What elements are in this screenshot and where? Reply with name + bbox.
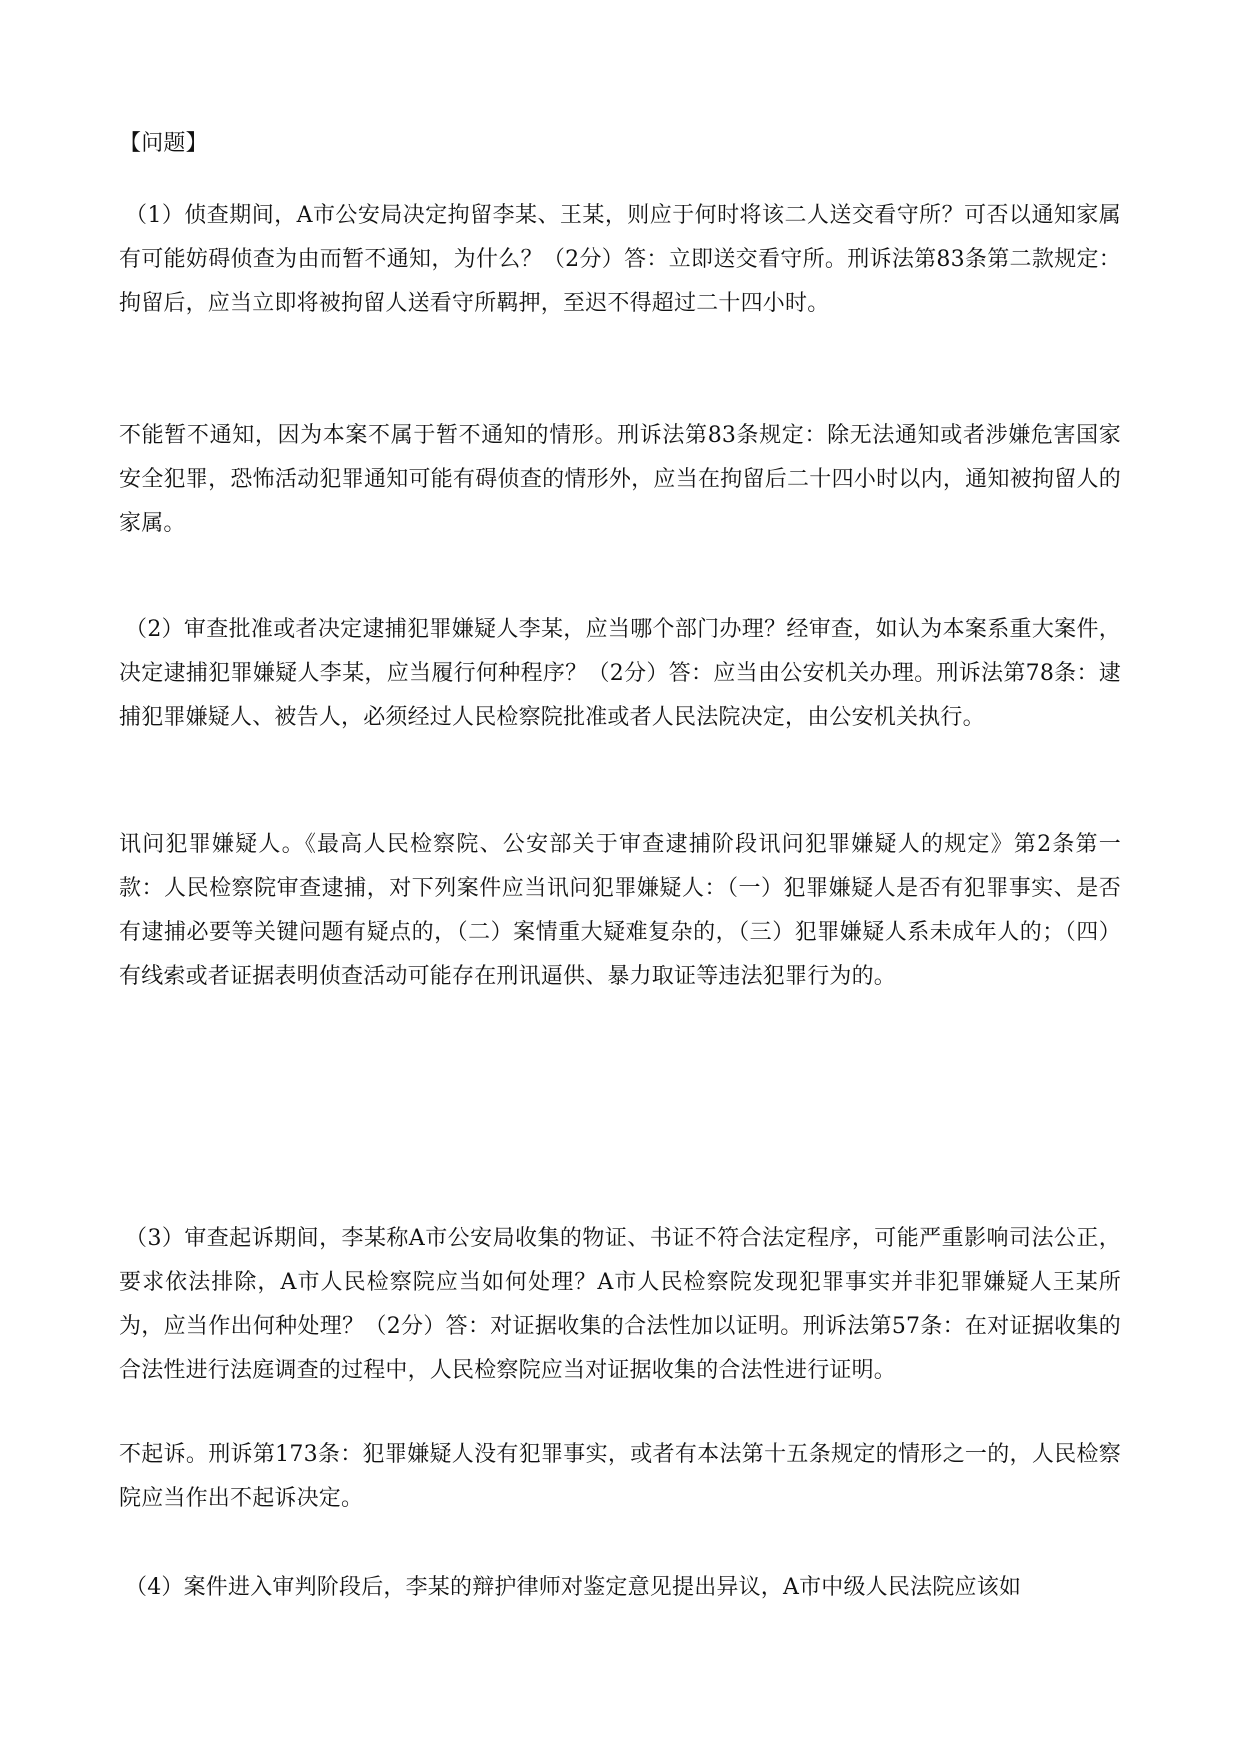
paragraph-question-4: （4）案件进入审判阶段后，李某的辩护律师对鉴定意见提出异议，A市中级人民法院应该如 — [125, 1575, 1022, 1600]
paragraph-answer-3-non-prosecution: 不起诉。刑诉第173条：犯罪嫌疑人没有犯罪事实，或者有本法第十五条规定的情形之一的，人民检察院应当作出不起诉决定。 — [119, 1442, 1121, 1511]
section-heading: 【问题】 — [119, 131, 208, 156]
paragraph-answer-1-notification: 不能暂不通知，因为本案不属于暂不通知的情形。刑诉法第83条规定：除无法通知或者涉嫌危害国家安全犯罪，恐怖活动犯罪通知可能有碍侦查的情形外，应当在拘留后二十四小时以内，通知被拘留人的家属。 — [119, 423, 1121, 536]
paragraph-question-3: （3）审查起诉期间，李某称A市公安局收集的物证、书证不符合法定程序，可能严重影响司法公正，要求依法排除，A市人民检察院应当如何处理？A市人民检察院发现犯罪事实并非犯罪嫌疑人王某所为，应当作出何种处理？（2分）答：对证据收集的合法性加以证明。刑诉法第57条：在对证据收集的合法性进行法庭调查的过程中，人民检察院应当对证据收集的合法性进行证明。 — [119, 1226, 1121, 1383]
paragraph-question-2: （2）审查批准或者决定逮捕犯罪嫌疑人李某，应当哪个部门办理？经审查，如认为本案系重大案件，决定逮捕犯罪嫌疑人李某，应当履行何种程序？（2分）答：应当由公安机关办理。刑诉法第78条：逮捕犯罪嫌疑人、被告人，必须经过人民检察院批准或者人民法院决定，由公安机关执行。 — [119, 617, 1121, 730]
paragraph-answer-2-interrogation: 讯问犯罪嫌疑人。《最高人民检察院、公安部关于审查逮捕阶段讯问犯罪嫌疑人的规定》第2条第一款：人民检察院审查逮捕，对下列案件应当讯问犯罪嫌疑人：（一）犯罪嫌疑人是否有犯罪事实、是否有逮捕必要等关键问题有疑点的，（二）案情重大疑难复杂的，（三）犯罪嫌疑人系未成年人的；（四）有线索或者证据表明侦查活动可能存在刑讯逼供、暴力取证等违法犯罪行为的。 — [119, 832, 1121, 989]
paragraph-question-1: （1）侦查期间，A市公安局决定拘留李某、王某，则应于何时将该二人送交看守所？可否以通知家属有可能妨碍侦查为由而暂不通知，为什么？（2分）答：立即送交看守所。刑诉法第83条第二款规定：拘留后，应当立即将被拘留人送看守所羁押，至迟不得超过二十四小时。 — [119, 203, 1121, 316]
